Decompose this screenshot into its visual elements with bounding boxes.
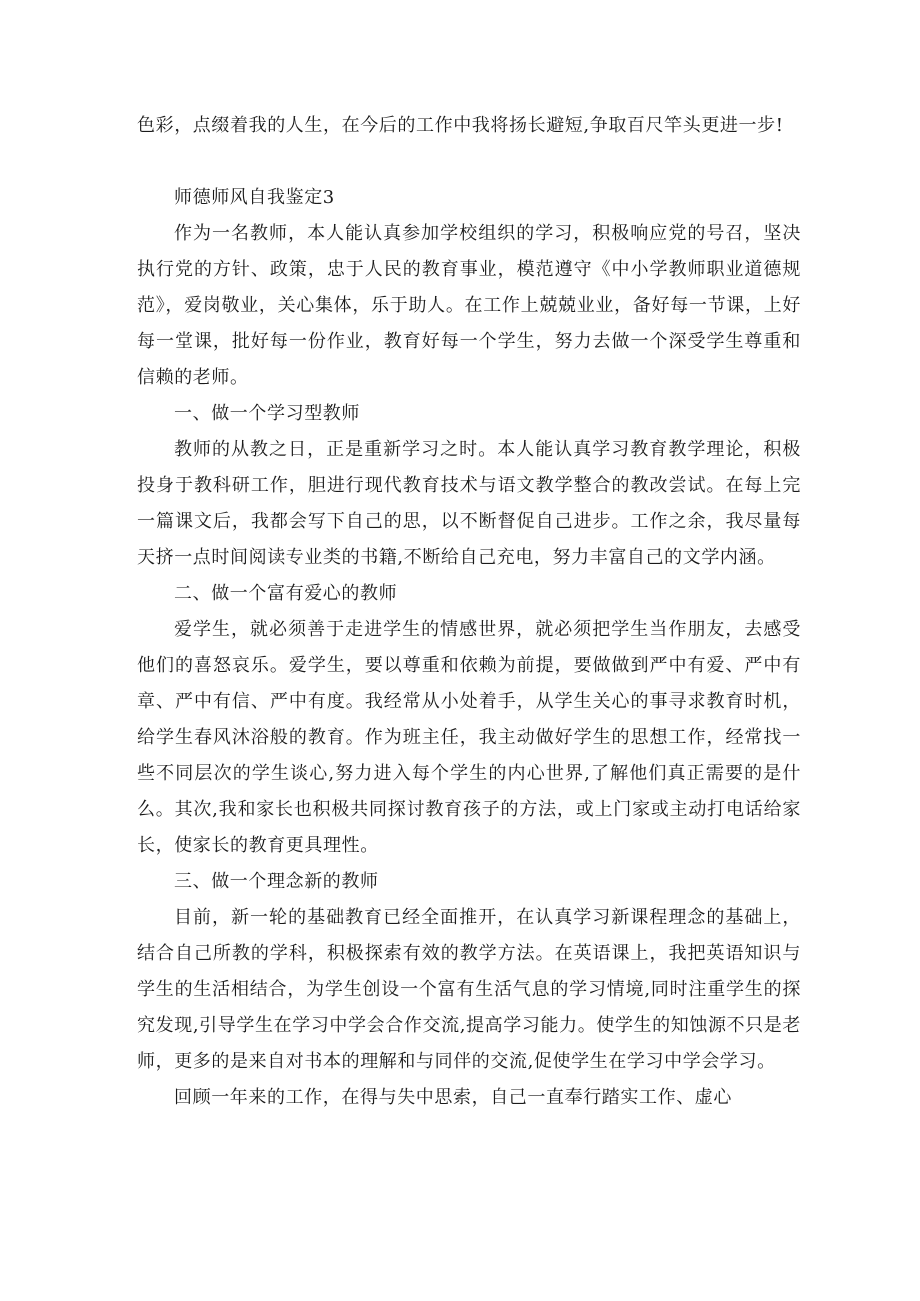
paragraph-1: 作为一名教师，本人能认真参加学校组织的学习，积极响应党的号召，坚决执行党的方针、政策，忠于人民的教育事业，模范遵守《中小学教师职业道德规范》，爱岗敬业，关心集体，乐于助人。在工作上兢兢业业，备好每一节课，上好每一堂课，批好每一份作业，教育好每一个学生，努力去做一个深受学生尊重和信赖的老师。 <box>137 223 801 388</box>
paragraph-3: 爱学生，就必须善于走进学生的情感世界，就必须把学生当作朋友，去感受他们的喜怒哀乐。爱学生，要以尊重和依赖为前提，要做做到严中有爱、严中有章、严中有信、严中有度。我经常从小处着手，从学生关心的事寻求教育时机，给学生春风沐浴般的教育。作为班主任，我主动做好学生的思想工作，经常找一些不同层次的学生谈心,努力进入每个学生的内心世界,了解他们真正需要的是什么。其次,我和家长也积极共同探讨教育孩子的方法，或上门家或主动打电话给家长，使家长的教育更具理性。 <box>137 619 801 856</box>
section-title: 师德师风自我鉴定3 <box>174 187 335 208</box>
paragraph-2: 教师的从教之日，正是重新学习之时。本人能认真学习教育教学理论，积极投身于教科研工作，胆进行现代教育技术与语文教学整合的教改尝试。在每上完一篇课文后，我都会写下自己的思，以不断督促自己进步。工作之余，我尽量每天挤一点时间阅读专业类的书籍,不断给自己充电，努力丰富自己的文学内涵。 <box>137 439 801 568</box>
paragraph-4: 目前，新一轮的基础教育已经全面推开，在认真学习新课程理念的基础上，结合自己所教的学科，积极探索有效的教学方法。在英语课上，我把英语知识与学生的生活相结合，为学生创设一个富有生活气息的学习情境,同时注重学生的探究发现,引导学生在学习中学会合作交流,提高学习能力。使学生的知蚀源不只是老师，更多的是来自对书本的理解和与同伴的交流,促使学生在学习中学会学习。 <box>137 907 801 1072</box>
paragraph-gap <box>137 144 801 180</box>
intro-paragraph-tail: 色彩，点缀着我的人生，在今后的工作中我将扬长避短,争取百尺竿头更进一步! <box>137 115 784 136</box>
paragraph-5: 回顾一年来的工作，在得与失中思索，自己一直奉行踏实工作、虚心 <box>174 1087 732 1108</box>
subheading-caring-teacher: 二、做一个富有爱心的教师 <box>174 583 398 604</box>
subheading-new-concept-teacher: 三、做一个理念新的教师 <box>174 871 379 892</box>
document-body <box>137 108 801 1116</box>
subheading-learning-teacher: 一、做一个学习型教师 <box>174 403 360 424</box>
